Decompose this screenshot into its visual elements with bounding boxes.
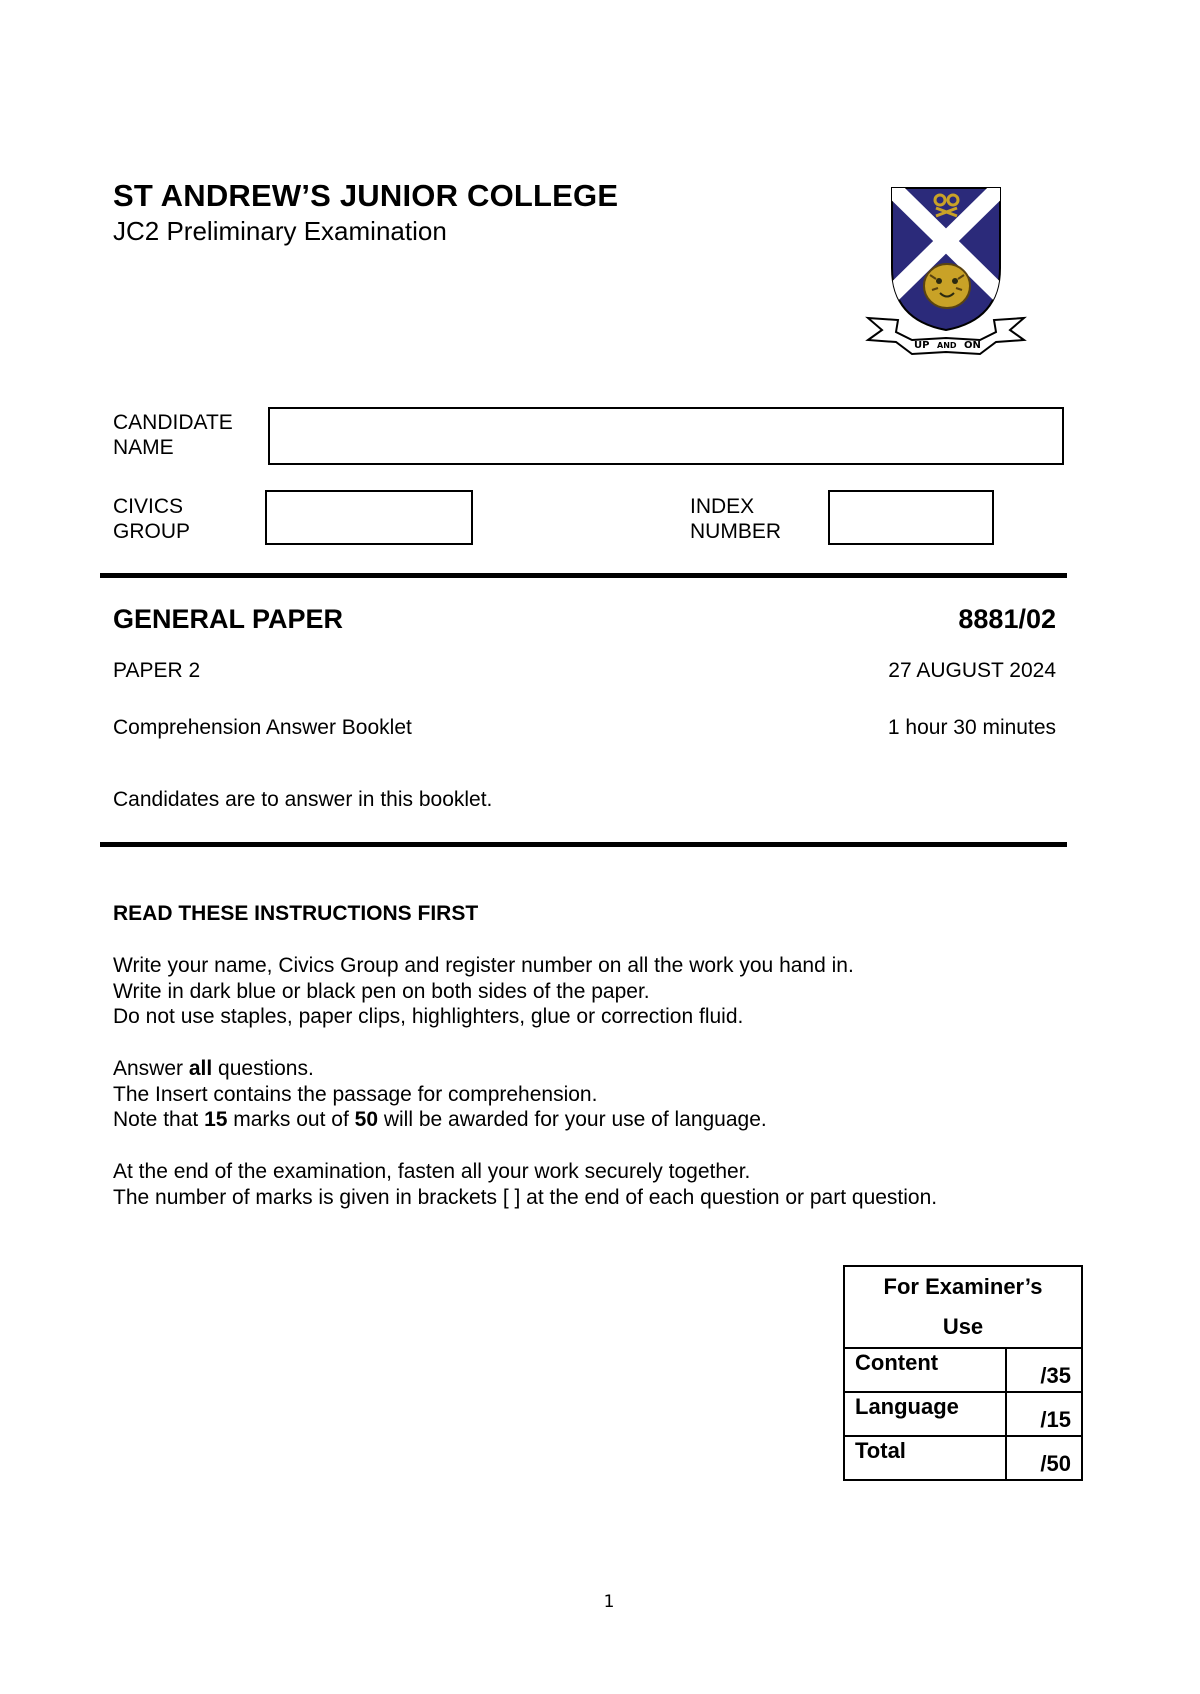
booklet-title: Comprehension Answer Booklet xyxy=(113,716,412,739)
candidate-name-label xyxy=(113,410,233,460)
instructions-group-2 xyxy=(113,1056,767,1133)
exam-title: JC2 Preliminary Examination xyxy=(113,216,447,246)
instructions-group-1 xyxy=(113,953,854,1030)
instruction-line: The number of marks is given in brackets [ ] at the end of each question or part question. xyxy=(113,1185,938,1209)
paper-code: 8881/02 xyxy=(958,604,1056,634)
label-line: NAME xyxy=(113,436,174,459)
instruction-line: Write your name, Civics Group and register number on all the work you hand in. xyxy=(113,954,854,977)
instruction-line: At the end of the examination, fasten all your work securely together. xyxy=(113,1160,751,1183)
instruction-line: Answer all questions. xyxy=(113,1057,314,1080)
instructions-heading: READ THESE INSTRUCTIONS FIRST xyxy=(113,902,479,925)
paper-number: PAPER 2 xyxy=(113,659,201,682)
row-max-marks: /35 xyxy=(1006,1348,1082,1392)
page-number: 1 xyxy=(603,1592,615,1612)
civics-group-label xyxy=(113,494,190,544)
instruction-line: Write in dark blue or black pen on both sides of the paper. xyxy=(113,979,650,1003)
row-label: Language xyxy=(844,1392,1006,1436)
examiner-use-table xyxy=(843,1265,1083,1481)
exam-duration: 1 hour 30 minutes xyxy=(887,716,1056,739)
instruction-line: The Insert contains the passage for comprehension. xyxy=(113,1082,598,1106)
instructions-group-3 xyxy=(113,1159,937,1210)
table-row xyxy=(844,1436,1082,1480)
instruction-line: Do not use staples, paper clips, highlighters, glue or correction fluid. xyxy=(113,1005,744,1029)
label-line: GROUP xyxy=(113,520,191,543)
subject-title: GENERAL PAPER xyxy=(113,604,344,634)
row-label: Content xyxy=(844,1348,1006,1392)
divider-bottom xyxy=(100,842,1067,847)
table-row xyxy=(844,1348,1082,1392)
civics-group-field[interactable] xyxy=(265,490,473,545)
label-line: INDEX xyxy=(690,495,755,518)
table-row xyxy=(844,1392,1082,1436)
index-number-label xyxy=(690,494,781,544)
college-name: ST ANDREW’S JUNIOR COLLEGE xyxy=(113,178,619,213)
motto-word: UP xyxy=(914,340,930,351)
row-max-marks: /50 xyxy=(1006,1436,1082,1480)
school-crest-icon xyxy=(860,180,1040,370)
booklet-note: Candidates are to answer in this booklet. xyxy=(113,788,493,811)
candidate-name-field[interactable] xyxy=(268,407,1064,465)
row-max-marks: /15 xyxy=(1006,1392,1082,1436)
examiner-table-heading: For Examiner’s Use xyxy=(844,1266,1082,1348)
instruction-line: Note that 15 marks out of 50 will be awarded for your use of language. xyxy=(113,1108,767,1132)
motto-word: ON xyxy=(964,340,981,351)
exam-date: 27 AUGUST 2024 xyxy=(888,659,1056,682)
index-number-field[interactable] xyxy=(828,490,994,545)
label-line: CIVICS xyxy=(113,495,184,518)
label-line: CANDIDATE xyxy=(113,411,233,434)
divider-top xyxy=(100,573,1067,578)
label-line: NUMBER xyxy=(690,520,782,543)
motto-word: AND xyxy=(937,341,957,350)
row-label: Total xyxy=(844,1436,1006,1480)
